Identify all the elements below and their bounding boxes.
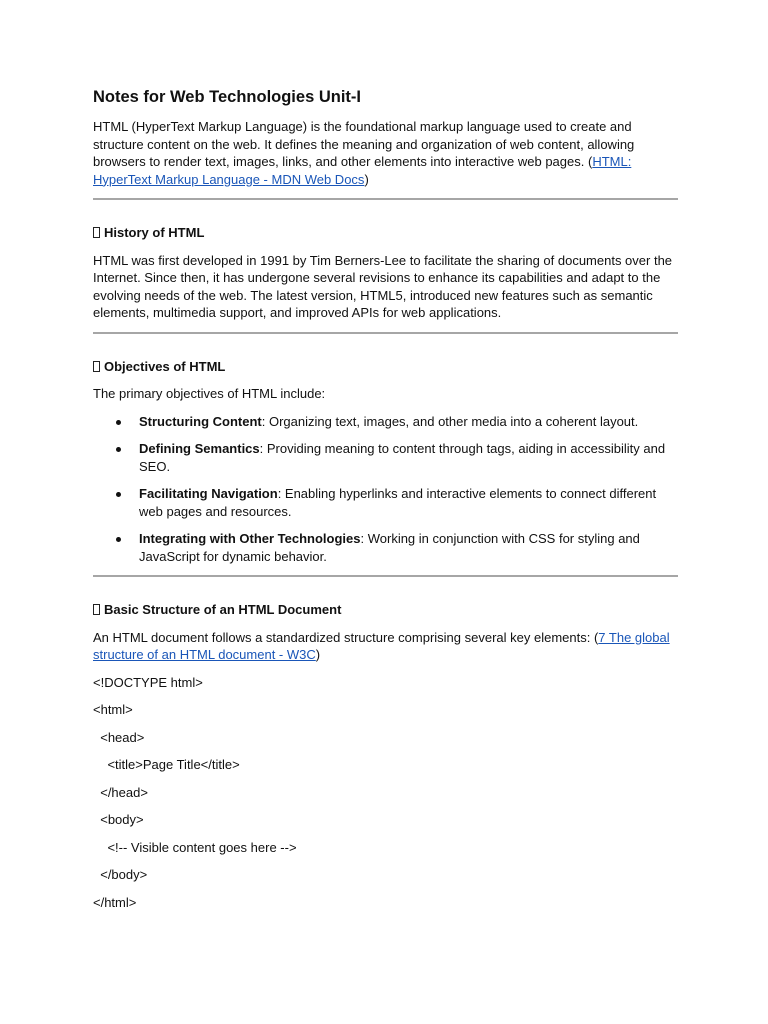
structure-heading [93, 601, 678, 619]
code-line: <!-- Visible content goes here --> [93, 839, 297, 855]
document-page [93, 86, 678, 921]
list-item-text: : Enabling hyperlinks and interactive elements to connect different web pages and resources. [139, 486, 657, 519]
list-item [93, 485, 678, 520]
objectives-intro: The primary objectives of HTML include: [93, 386, 326, 401]
code-line: </html> [93, 894, 137, 910]
history-heading-text: History of HTML [104, 225, 205, 240]
list-item [93, 413, 678, 431]
structure-text: An HTML document follows a standardized structure comprising several key elements: ( [93, 629, 599, 645]
list-item-text: : Providing meaning to content through tags, aiding in accessibility and SEO. [139, 441, 666, 474]
code-line: <html> [93, 702, 133, 717]
list-item-bold: Structuring Content [139, 413, 262, 429]
w3c-link[interactable]: 7 The global structure of an HTML document - W3C [93, 629, 670, 662]
bullet-icon [116, 537, 121, 542]
list-item [93, 530, 678, 565]
list-item [93, 440, 678, 475]
objectives-heading-text: Objectives of HTML [104, 358, 226, 374]
list-item-bold: Facilitating Navigation [139, 486, 278, 501]
list-item-text: : Working in conjunction with CSS for styling and JavaScript for dynamic behavior. [139, 531, 640, 564]
code-sample [93, 674, 678, 912]
bullet-icon [116, 420, 121, 425]
intro-text: HTML (HyperText Markup Language) is the foundational markup language used to create and structure content on the web. It defines the meaning and organization of web content, allowing browsers to render text, images, links, and other elements into interactive web pages. ( [93, 119, 635, 169]
objectives-list [93, 413, 678, 566]
structure-heading-text: Basic Structure of an HTML Document [104, 602, 342, 617]
document-title: Notes for Web Technologies Unit-I [93, 88, 361, 106]
code-line: <!DOCTYPE html> [93, 674, 203, 690]
structure-paragraph [93, 629, 678, 664]
section-divider [93, 575, 678, 577]
bullet-icon [116, 492, 121, 497]
intro-close: ) [364, 171, 369, 187]
code-line: </body> [93, 867, 148, 882]
list-item-bold: Defining Semantics [139, 441, 260, 456]
section-divider [93, 198, 678, 200]
code-line: <title>Page Title</title> [93, 757, 240, 772]
structure-close: ) [315, 647, 321, 662]
bullet-icon [116, 447, 121, 452]
missing-glyph-icon [93, 361, 100, 372]
section-divider [93, 332, 678, 334]
code-line: </head> [93, 784, 148, 800]
missing-glyph-icon [93, 227, 100, 238]
missing-glyph-icon [93, 604, 100, 615]
objectives-heading [93, 358, 678, 376]
code-line: <head> [93, 729, 145, 745]
history-paragraph: HTML was first developed in 1991 by Tim Berners-Lee to facilitate the sharing of documents over the Internet. Since then, it has undergone several revisions to enhance its capabilities and adapt to the evolving needs of the web. The latest version, HTML5, introduced new features such as semantic elements, multimedia support, and improved APIs for web applications. [93, 252, 673, 320]
list-item-bold: Integrating with Other Technologies [139, 531, 361, 546]
mdn-link[interactable]: HTML: HyperText Markup Language - MDN Web Docs [93, 154, 632, 187]
history-heading [93, 224, 678, 242]
intro-paragraph [93, 118, 678, 188]
code-line: <body> [93, 812, 144, 827]
list-item-text: : Organizing text, images, and other media into a coherent layout. [261, 413, 639, 429]
